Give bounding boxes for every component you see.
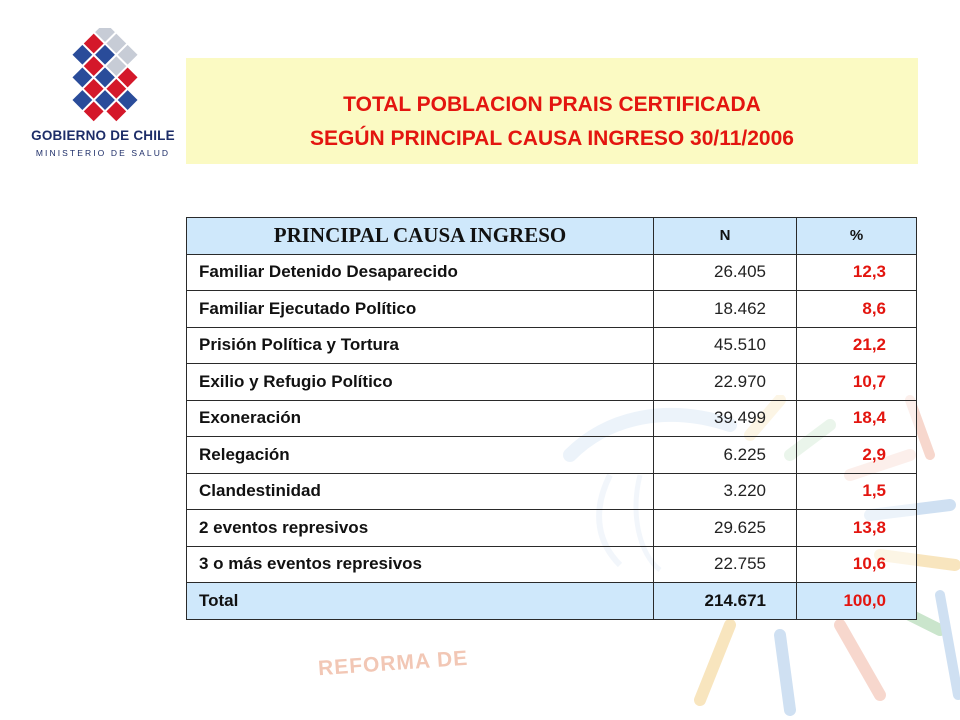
total-pct: 100,0 bbox=[797, 583, 917, 620]
row-n: 45.510 bbox=[654, 327, 797, 364]
row-pct: 2,9 bbox=[797, 437, 917, 474]
row-pct: 12,3 bbox=[797, 254, 917, 291]
row-n: 22.970 bbox=[654, 364, 797, 401]
row-n: 29.625 bbox=[654, 510, 797, 547]
row-pct: 10,7 bbox=[797, 364, 917, 401]
population-table bbox=[186, 217, 917, 620]
row-label: 2 eventos represivos bbox=[187, 510, 654, 547]
row-n: 18.462 bbox=[654, 291, 797, 328]
row-label: Prisión Política y Tortura bbox=[187, 327, 654, 364]
row-pct: 8,6 bbox=[797, 291, 917, 328]
table-row bbox=[187, 473, 917, 510]
table-row bbox=[187, 437, 917, 474]
table-header-row bbox=[187, 218, 917, 255]
table-row bbox=[187, 400, 917, 437]
header-pct: % bbox=[797, 218, 917, 255]
total-label: Total bbox=[187, 583, 654, 620]
total-n: 214.671 bbox=[654, 583, 797, 620]
logo-subtitle: MINISTERIO DE SALUD bbox=[35, 148, 171, 158]
title-band bbox=[186, 58, 918, 164]
table-row bbox=[187, 364, 917, 401]
row-label: 3 o más eventos represivos bbox=[187, 546, 654, 583]
row-n: 39.499 bbox=[654, 400, 797, 437]
header-cause: PRINCIPAL CAUSA INGRESO bbox=[187, 218, 654, 255]
row-pct: 18,4 bbox=[797, 400, 917, 437]
row-label: Relegación bbox=[187, 437, 654, 474]
row-label: Familiar Ejecutado Político bbox=[187, 291, 654, 328]
total-row bbox=[187, 583, 917, 620]
row-label: Clandestinidad bbox=[187, 473, 654, 510]
watermark-text: REFORMA DE bbox=[317, 646, 469, 681]
row-n: 26.405 bbox=[654, 254, 797, 291]
row-pct: 21,2 bbox=[797, 327, 917, 364]
row-pct: 13,8 bbox=[797, 510, 917, 547]
row-n: 22.755 bbox=[654, 546, 797, 583]
table-row bbox=[187, 510, 917, 547]
table-row bbox=[187, 327, 917, 364]
row-n: 6.225 bbox=[654, 437, 797, 474]
row-n: 3.220 bbox=[654, 473, 797, 510]
table-row bbox=[187, 291, 917, 328]
table-row bbox=[187, 546, 917, 583]
row-pct: 10,6 bbox=[797, 546, 917, 583]
header-n: N bbox=[654, 218, 797, 255]
row-label: Exoneración bbox=[187, 400, 654, 437]
row-label: Exilio y Refugio Político bbox=[187, 364, 654, 401]
row-pct: 1,5 bbox=[797, 473, 917, 510]
row-label: Familiar Detenido Desaparecido bbox=[187, 254, 654, 291]
ministry-logo bbox=[18, 28, 188, 163]
logo-title: GOBIERNO DE CHILE bbox=[31, 128, 175, 143]
logo-mark-icon bbox=[50, 28, 160, 124]
title-line-1: TOTAL POBLACION PRAIS CERTIFICADA bbox=[343, 93, 761, 116]
title-line-2: SEGÚN PRINCIPAL CAUSA INGRESO 30/11/2006 bbox=[310, 127, 794, 150]
table-row bbox=[187, 254, 917, 291]
